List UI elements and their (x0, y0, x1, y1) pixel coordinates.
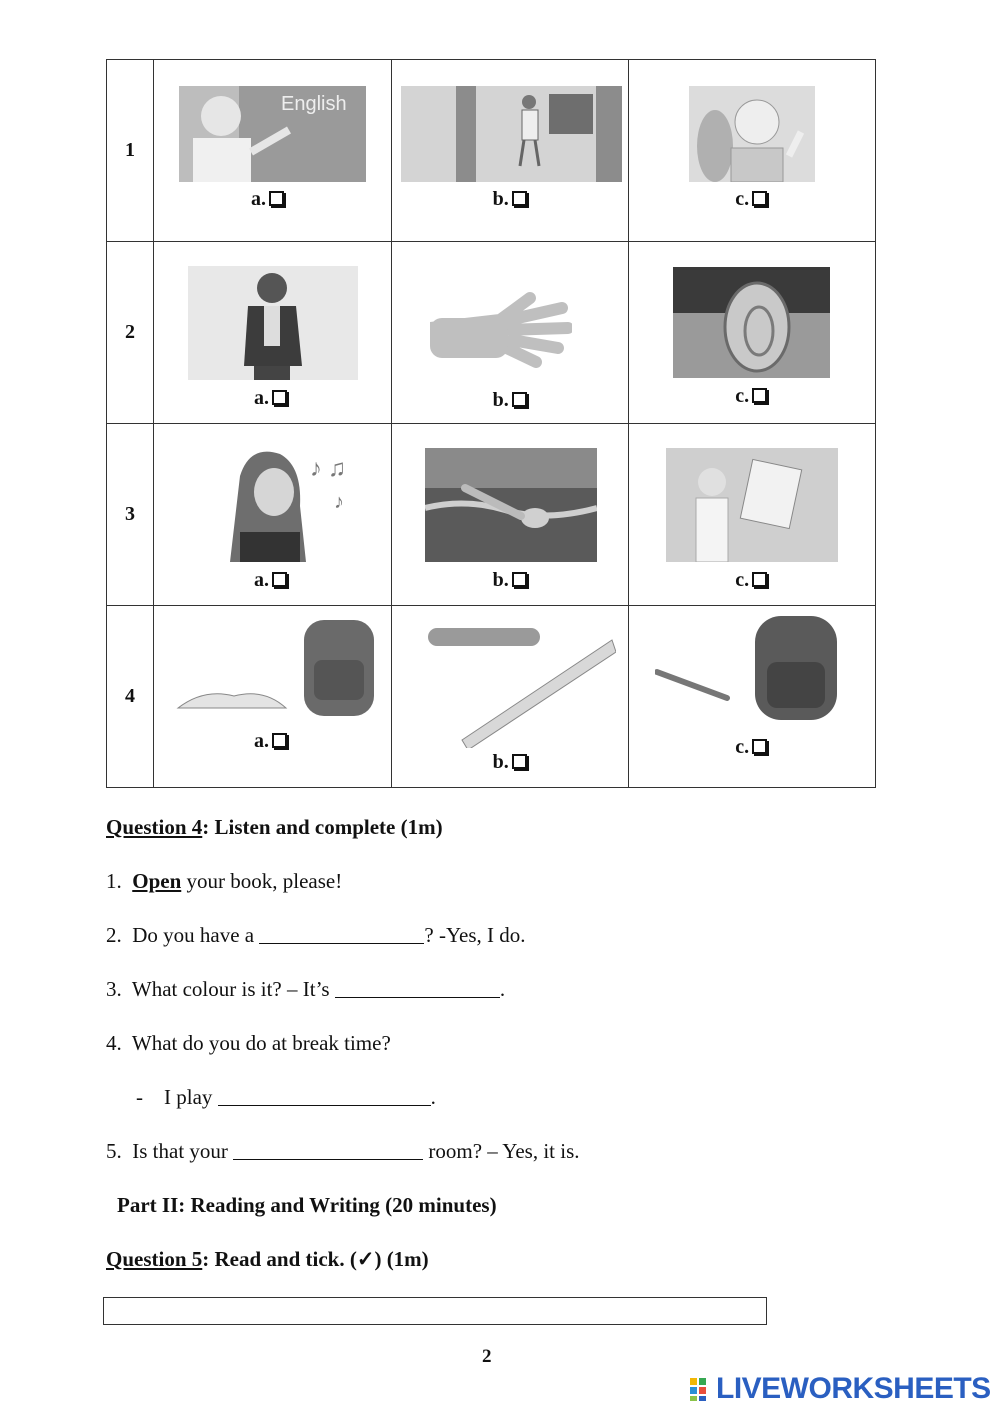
option-b[interactable]: b. (493, 751, 527, 774)
answer-blank-5[interactable] (233, 1141, 423, 1160)
swimmer-picture (425, 448, 597, 562)
pen-and-ruler-picture (426, 624, 616, 748)
checkbox-icon[interactable] (272, 390, 287, 405)
row-number: 4 (107, 606, 154, 788)
brand-name: LIVEWORKSHEETS (716, 1372, 991, 1405)
picture-choice-table (106, 59, 876, 788)
svg-text:♪: ♪ (333, 491, 344, 513)
pencil-and-schoolbag-picture (655, 612, 843, 722)
option-a[interactable]: a. (254, 730, 287, 753)
option-c[interactable]: c. (735, 736, 767, 759)
row-number: 1 (107, 60, 154, 242)
part-2-title: Part II: Reading and Writing (20 minutes) (117, 1193, 497, 1217)
option-b[interactable]: b. (493, 188, 527, 211)
page-number: 2 (482, 1346, 492, 1367)
answer-blank-3[interactable] (335, 979, 500, 998)
girl-painting-picture (666, 448, 838, 562)
liveworksheets-logo (690, 1372, 991, 1406)
girl-singing-picture (210, 436, 362, 562)
question-5-title: Question 5: Read and tick. (✓) (1m) (106, 1247, 429, 1271)
q4-item-1: 1. Open your book, please! (106, 869, 343, 893)
svg-text:English: English (280, 93, 347, 115)
q4-item-4-answer: - I play . (136, 1085, 436, 1109)
checkbox-icon[interactable] (752, 739, 767, 754)
option-a[interactable]: a. (254, 569, 287, 592)
checkbox-icon[interactable] (752, 572, 767, 587)
q4-item-4: 4. What do you do at break time? (106, 1031, 391, 1055)
option-b[interactable]: b. (493, 389, 527, 412)
checkbox-icon[interactable] (752, 191, 767, 206)
boy-standing-picture (188, 266, 358, 380)
option-a[interactable]: a. (254, 387, 287, 410)
teacher-opening-classroom-door-picture (401, 86, 622, 182)
ear-picture (673, 267, 830, 378)
option-c[interactable]: c. (735, 569, 767, 592)
svg-text:♪ ♫: ♪ ♫ (309, 456, 346, 482)
option-a[interactable]: a. (251, 188, 284, 211)
checkbox-icon[interactable] (272, 733, 287, 748)
option-c[interactable]: c. (735, 385, 767, 408)
option-b[interactable]: b. (493, 569, 527, 592)
liveworksheets-logo-icon (690, 1376, 716, 1402)
q4-item-5: 5. Is that your room? – Yes, it is. (106, 1139, 580, 1163)
answer-blank-4[interactable] (218, 1087, 431, 1106)
q4-item-2: 2. Do you have a ? -Yes, I do. (106, 923, 526, 947)
checkbox-icon[interactable] (269, 191, 284, 206)
question-4-title: Question 4: Listen and complete (1m) (106, 815, 443, 839)
checkbox-icon[interactable] (512, 392, 527, 407)
row-number: 3 (107, 424, 154, 606)
checkbox-icon[interactable] (512, 572, 527, 587)
checkbox-icon[interactable] (512, 754, 527, 769)
row-number: 2 (107, 242, 154, 424)
boy-waving-picture (689, 86, 815, 182)
example-answer: Open (132, 869, 182, 893)
teacher-pointing-english-board-picture (179, 86, 366, 182)
question-5-box (103, 1297, 767, 1325)
answer-blank-2[interactable] (259, 925, 424, 944)
option-c[interactable]: c. (735, 188, 767, 211)
checkbox-icon[interactable] (512, 191, 527, 206)
book-and-schoolbag-picture (174, 614, 378, 720)
q4-item-3: 3. What colour is it? – It’s . (106, 977, 506, 1001)
hand-picture (430, 278, 572, 368)
checkbox-icon[interactable] (272, 572, 287, 587)
checkbox-icon[interactable] (752, 388, 767, 403)
